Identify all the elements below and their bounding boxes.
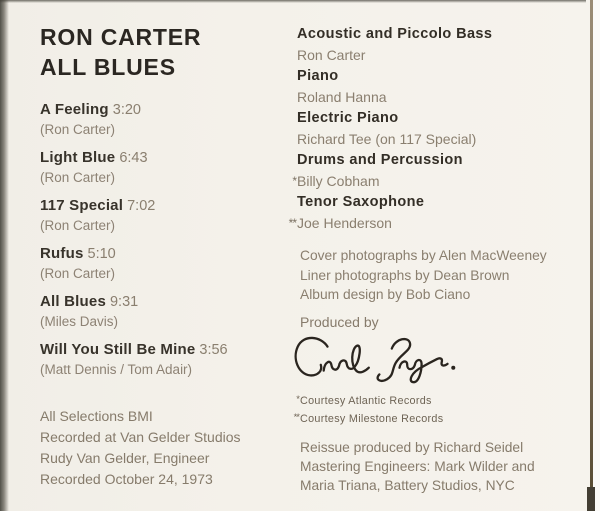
reissue-line: Maria Triana, Battery Studios, NYC xyxy=(300,478,515,493)
track-composer: (Ron Carter) xyxy=(40,266,116,281)
track-title: Light Blue xyxy=(40,149,116,166)
track-item xyxy=(40,292,290,332)
recording-info-line: Recorded at Van Gelder Studios xyxy=(40,429,241,445)
instrument-heading: Acoustic and Piccolo Bass xyxy=(297,26,493,42)
reissue-credits xyxy=(300,438,585,495)
footnote xyxy=(293,410,444,428)
track-list xyxy=(40,100,290,388)
instrument-heading: Tenor Saxophone xyxy=(297,194,425,210)
credit-line: Album design by Bob Ciano xyxy=(300,287,471,302)
musician-name: Ron Carter xyxy=(297,47,366,63)
track-composer: (Miles Davis) xyxy=(40,314,119,329)
personnel-list xyxy=(288,24,582,234)
reissue-line: Mastering Engineers: Mark Wilder and xyxy=(300,459,535,474)
reissue-line: Reissue produced by Richard Seidel xyxy=(300,440,524,455)
track-item xyxy=(40,196,290,236)
footnote xyxy=(296,392,443,410)
scan-edge-left xyxy=(0,0,9,511)
track-title: A Feeling xyxy=(40,101,109,118)
track-item xyxy=(40,244,290,284)
album-header xyxy=(40,22,201,82)
musician-name: Roland Hanna xyxy=(297,89,387,105)
scan-edge-right-line xyxy=(590,0,593,511)
track-item xyxy=(40,340,290,380)
recording-info xyxy=(40,406,290,490)
produced-by-label: Produced by xyxy=(300,314,379,330)
footnote-mark: * xyxy=(292,174,296,188)
track-title: All Blues xyxy=(40,293,106,310)
track-time: 9:31 xyxy=(109,294,139,310)
track-composer: (Ron Carter) xyxy=(40,122,116,137)
scan-edge-corner xyxy=(587,487,595,511)
recording-info-line: All Selections BMI xyxy=(40,408,153,424)
track-title: 117 Special xyxy=(40,197,124,214)
track-time: 3:56 xyxy=(199,342,228,358)
creed-taylor-signature xyxy=(292,332,580,390)
track-composer: (Matt Dennis / Tom Adair) xyxy=(40,362,193,377)
design-credits xyxy=(300,246,585,305)
artist-name: RON CARTER xyxy=(40,24,202,50)
footnote-mark: ** xyxy=(288,216,296,230)
recording-info-line: Rudy Van Gelder, Engineer xyxy=(40,450,210,466)
scan-edge-right-margin xyxy=(593,0,600,511)
musician-name: * Billy Cobham xyxy=(297,171,379,192)
footnote-mark: ** xyxy=(293,412,299,423)
track-title: Will You Still Be Mine xyxy=(40,341,196,358)
track-time: 7:02 xyxy=(127,198,156,214)
track-item xyxy=(40,148,290,188)
track-composer: (Ron Carter) xyxy=(40,170,116,185)
album-title: ALL BLUES xyxy=(40,54,176,80)
track-composer: (Ron Carter) xyxy=(40,218,116,233)
credit-line: Liner photographs by Dean Brown xyxy=(300,267,510,283)
musician-name: Richard Tee (on 117 Special) xyxy=(297,131,477,147)
recording-info-line: Recorded October 24, 1973 xyxy=(40,471,213,487)
instrument-heading: Drums and Percussion xyxy=(297,152,463,168)
footnote-list xyxy=(293,392,444,428)
track-title: Rufus xyxy=(40,245,84,262)
instrument-heading: Electric Piano xyxy=(297,110,399,126)
credit-line: Cover photographs by Alen MacWeeney xyxy=(300,248,547,263)
track-time: 5:10 xyxy=(87,246,116,262)
footnote-text: Courtesy Milestone Records xyxy=(300,413,444,425)
producer-section xyxy=(300,314,580,390)
track-time: 3:20 xyxy=(112,102,141,118)
footnote-mark: * xyxy=(296,394,299,405)
track-item xyxy=(40,100,290,140)
footnote-text: Courtesy Atlantic Records xyxy=(300,395,432,407)
track-time: 6:43 xyxy=(119,150,148,166)
scan-edge-top xyxy=(0,0,586,3)
instrument-heading: Piano xyxy=(297,68,339,84)
musician-name: ** Joe Henderson xyxy=(297,213,392,234)
